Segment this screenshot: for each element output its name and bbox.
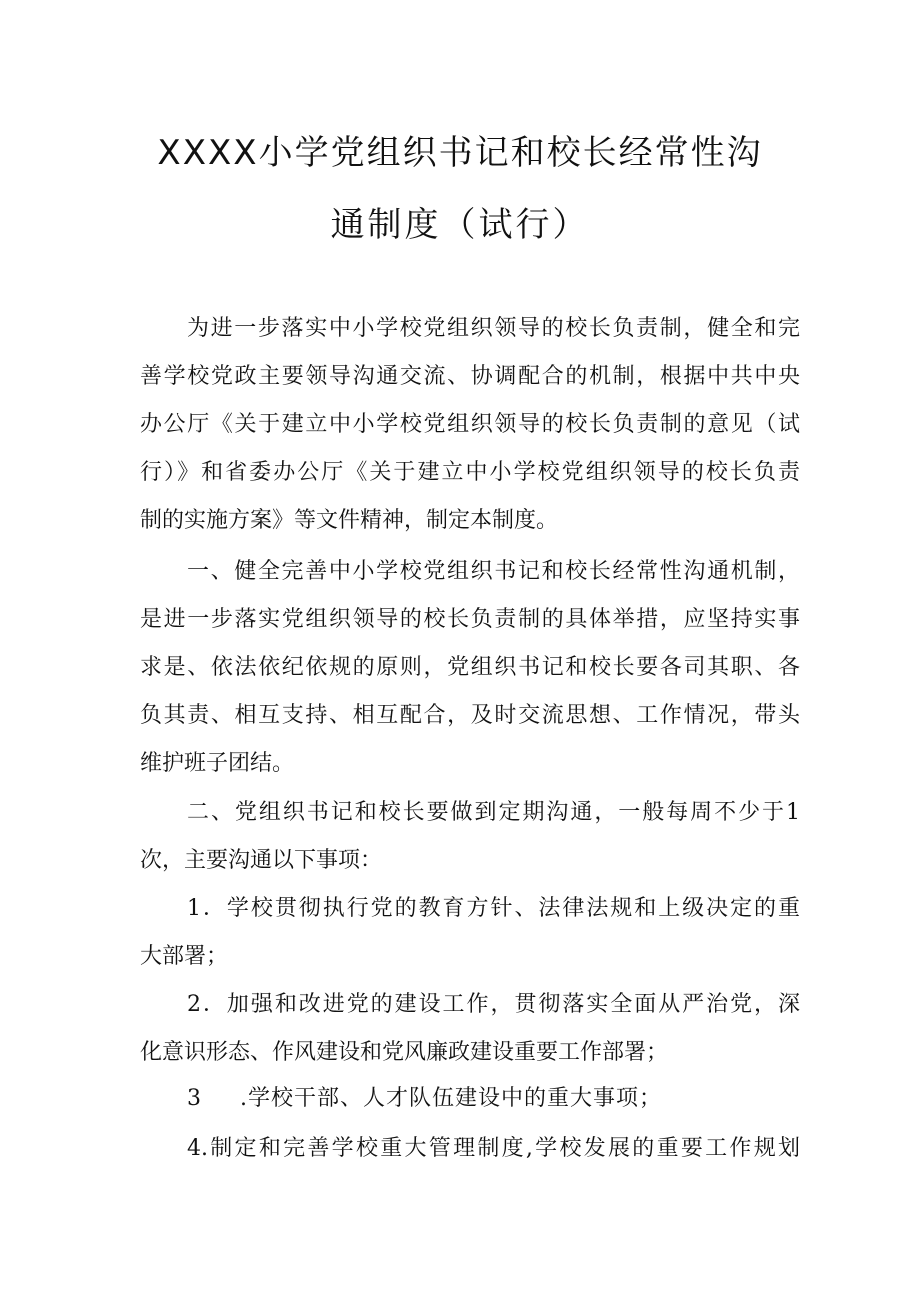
item2-line-2: 化意识形态、作风建设和党风廉政建设重要工作部署； [140,1040,669,1065]
item1-line-2: 大部署； [140,944,229,969]
item1-line-1: 1．学校贯彻执行党的教育方针、法律法规和上级决定的重 [187,896,800,921]
intro-line-4: 行）》和省委办公厅《关于建立中小学校党组织领导的校长负责 [140,460,800,485]
item3-text: .学校干部、人才队伍建设中的重大事项； [240,1086,662,1111]
intro-line-2: 善学校党政主要领导沟通交流、协调配合的机制，根据中共中央 [140,364,800,389]
item3-number: 3 [187,1086,201,1111]
item2-line-1: 2．加强和改进党的建设工作，贯彻落实全面从严治党，深 [187,992,800,1017]
section1-line-1: 一、健全完善中小学校党组织书记和校长经常性沟通机制， [187,559,800,584]
section2-line-2: 次，主要沟通以下事项： [140,848,383,873]
intro-line-1: 为进一步落实中小学校党组织领导的校长负责制，健全和完 [187,316,800,341]
section1-line-2: 是进一步落实党组织领导的校长负责制的具体举措，应坚持实事 [140,607,800,632]
section1-line-5: 维护班子团结。 [140,751,295,776]
item4-line-1: 4.制定和完善学校重大管理制度,学校发展的重要工作规划 [187,1136,800,1161]
section1-line-3: 求是、依法依纪依规的原则，党组织书记和校长要各司其职、各 [140,655,800,680]
document-title-line-2: 通制度（试行） [330,205,590,245]
document-title-line-1: XXXX小学党组织书记和校长经常性沟 [157,133,763,173]
section1-line-4: 负其责、相互支持、相互配合，及时交流思想、工作情况，带头 [140,703,800,728]
section2-line-1: 二、党组织书记和校长要做到定期沟通，一般每周不少于1 [187,800,800,825]
intro-line-5: 制的实施方案》等文件精神，制定本制度。 [140,508,559,533]
intro-line-3: 办公厅《关于建立中小学校党组织领导的校长负责制的意见（试 [140,412,800,437]
